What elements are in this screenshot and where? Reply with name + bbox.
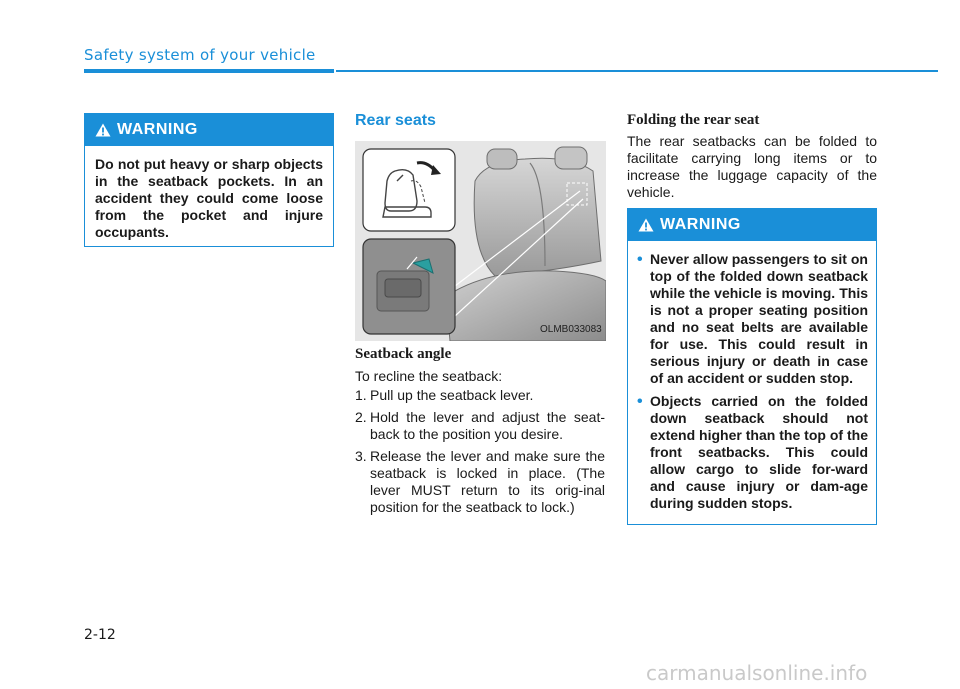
warning-item-text: Objects carried on the folded down seatback should not extend higher than the top of the front seatbacks. This could allow cargo to slide for-ward and cause injury or dam-age during sudden stops.	[650, 393, 868, 511]
recline-steps	[355, 387, 605, 521]
figure-code: OLMB033083	[540, 324, 602, 335]
warning-box-left	[84, 113, 334, 247]
list-item	[355, 387, 605, 404]
header-rule-thin	[336, 70, 938, 72]
subsection-title-seatback-angle: Seatback angle	[355, 346, 452, 362]
warning-box-right	[627, 208, 877, 525]
warning-header	[85, 114, 333, 146]
warning-triangle-icon	[638, 218, 654, 232]
header-title: Safety system of your vehicle	[84, 46, 316, 64]
list-item	[634, 393, 868, 512]
step-number: 3.	[355, 448, 367, 464]
recline-intro: To recline the seatback:	[355, 368, 503, 384]
step-text: Release the lever and make sure the seatback is locked in place. (The lever MUST return to its orig-inal position for the seatback to lock.)	[370, 448, 605, 515]
watermark: carmanualsonline.info	[646, 661, 868, 685]
list-item	[355, 409, 605, 443]
list-item	[355, 448, 605, 516]
step-number: 2.	[355, 409, 367, 425]
step-text: Pull up the seatback lever.	[370, 387, 534, 403]
step-text: Hold the lever and adjust the seat-back to the position you desire.	[370, 409, 605, 442]
page-number: 2-12	[84, 627, 116, 643]
rear-seat-figure	[355, 141, 606, 341]
warning-body	[628, 241, 876, 528]
bullet-icon: •	[637, 393, 643, 410]
warning-heading: WARNING	[660, 216, 741, 233]
rear-seat-illustration	[355, 141, 606, 341]
warning-item-text: Never allow passengers to sit on top of the folded down seatback while the vehicle is moving. This is not a proper seating position and no seat belts are available for use. This could result in serious injury or death in case of an accident or sudden stop.	[650, 251, 868, 386]
list-item	[634, 251, 868, 387]
section-title-rear-seats: Rear seats	[355, 112, 436, 129]
step-number: 1.	[355, 387, 367, 403]
warning-triangle-icon	[95, 123, 111, 137]
warning-header	[628, 209, 876, 241]
warning-heading: WARNING	[117, 121, 198, 138]
subsection-title-folding: Folding the rear seat	[627, 112, 760, 128]
header-rule-thick	[84, 69, 334, 73]
folding-body: The rear seatbacks can be folded to facilitate carrying long items or to increase the luggage capacity of the vehicle.	[627, 133, 877, 200]
bullet-icon: •	[637, 251, 643, 268]
warning-body: Do not put heavy or sharp objects in the seatback pockets. In an accident they could come loose from the pocket and injure occupants.	[95, 156, 323, 240]
warning-list	[634, 251, 868, 512]
